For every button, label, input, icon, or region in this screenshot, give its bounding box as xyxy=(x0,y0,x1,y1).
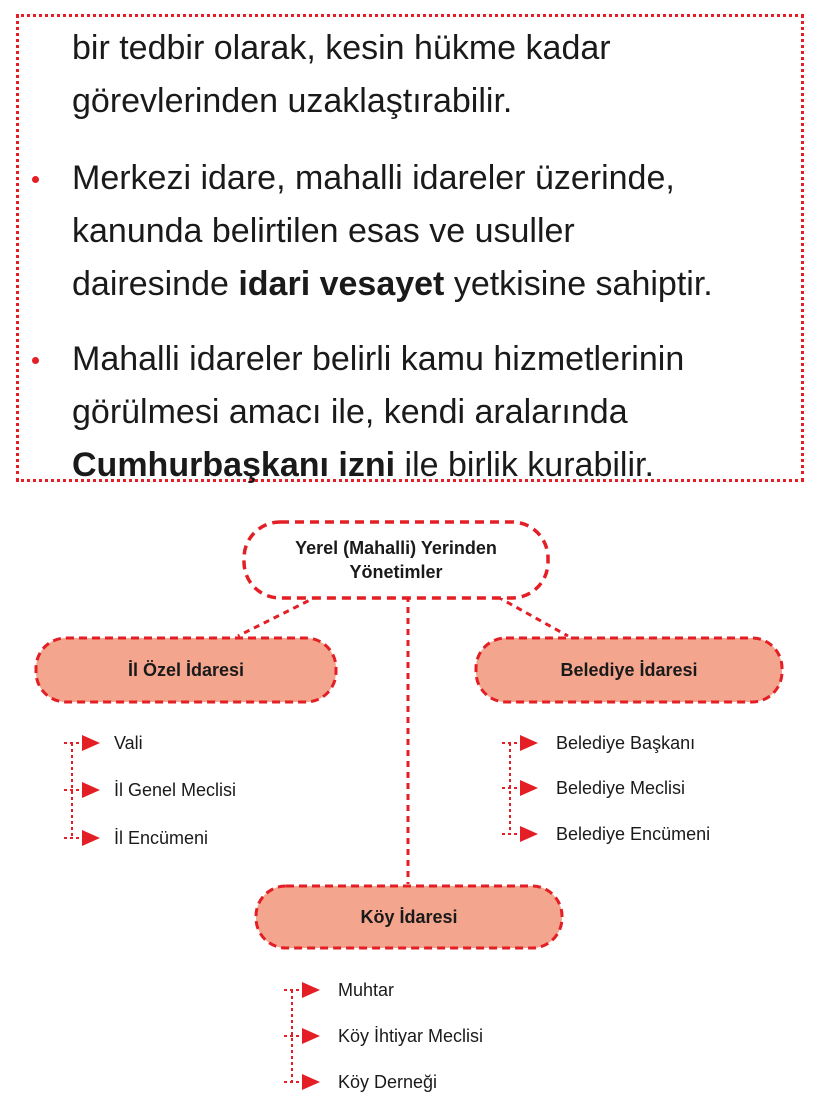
belediye-item: Belediye Meclisi xyxy=(556,778,686,798)
paragraph-birlik: Mahalli idareler belirli kamu hizmetlerinin görülmesi amacı ile, kendi aralarında Cumhurbaşkanı izni ile birlik kurabilir. xyxy=(72,340,685,484)
il-ozel-title: İl Özel İdaresi xyxy=(127,660,245,680)
paragraph-idari-vesayet: Merkezi idare, mahalli idareler üzerinde, kanunda belirtilen esas ve usuller dairesinde idari vesayet yetkisine sahiptir. xyxy=(72,159,713,303)
il-ozel-item: İl Genel Meclisi xyxy=(114,780,237,800)
koy-item: Muhtar xyxy=(338,980,395,1000)
root-node-label: Yerel (Mahalli) Yerinden Yönetimler xyxy=(295,538,497,582)
il-ozel-item: İl Encümeni xyxy=(114,828,209,848)
root-connectors xyxy=(238,586,568,884)
il-ozel-item: Vali xyxy=(114,733,143,753)
bold-term: Cumhurbaşkanı izni xyxy=(72,446,396,484)
koy-item: Köy İhtiyar Meclisi xyxy=(338,1026,484,1046)
bold-term: idari vesayet xyxy=(238,265,445,303)
belediye-item: Belediye Başkanı xyxy=(556,733,696,753)
belediye-title: Belediye İdaresi xyxy=(560,660,698,680)
belediye-item: Belediye Encümeni xyxy=(556,824,711,844)
paragraph-continuation: bir tedbir olarak, kesin hükme kadar görevlerinden uzaklaştırabilir. xyxy=(72,29,611,120)
koy-arrows xyxy=(284,990,318,1082)
koy-item: Köy Derneği xyxy=(338,1072,438,1092)
koy-title: Köy İdaresi xyxy=(360,907,458,927)
belediye-arrows xyxy=(502,743,536,834)
il-ozel-arrows xyxy=(64,743,98,838)
